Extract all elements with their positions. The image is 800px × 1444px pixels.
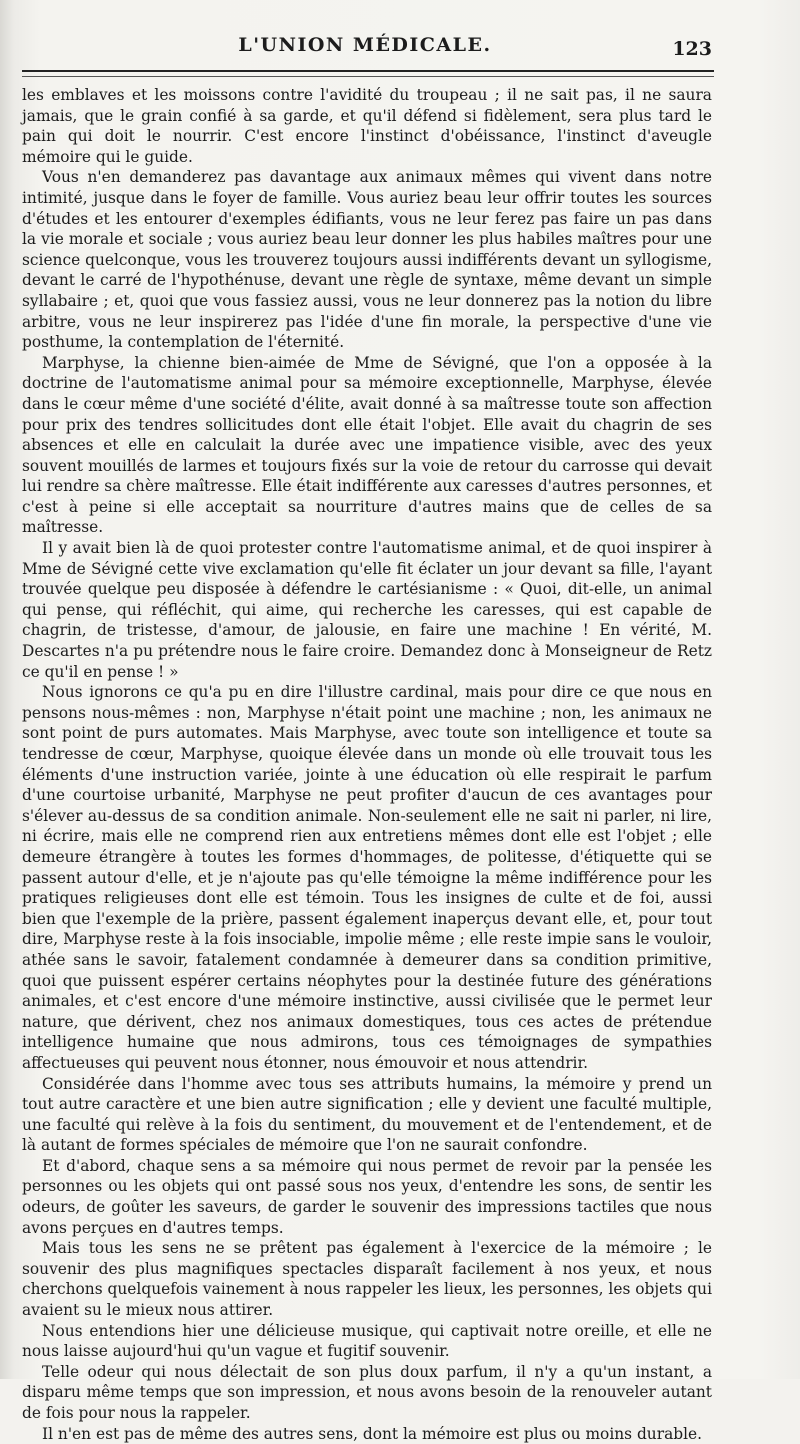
paragraph: Nous ignorons ce qu'a pu en dire l'illustre cardinal, mais pour dire ce que nous en pensons nous-mêmes : non, Marphyse n'était point une machine ; non, les animaux ne sont point de purs automates. Mais Marphyse, avec toute son intelligence et toute sa tendresse de cœur, Marphyse, quoique élevée dans un monde où elle trouvait tous les éléments d'une instruction variée, jointe à une éducation où elle respirait le parfum d'une courtoise urbanité, Marphyse ne peut profiter d'aucun de ces avantages pour s'élever au-dessus de sa condition animale. Non-seulement elle ne sait ni parler, ni lire, ni écrire, mais elle ne comprend rien aux entretiens mêmes dont elle est l'objet ; elle demeure étrangère à toutes les formes d'hommages, de politesse, d'étiquette qui se passent autour d'elle, et je n'ajoute pas qu'elle témoigne la même indifférence pour les pratiques religieuses dont elle est témoin. Tous les insignes de culte et de foi, aussi bien que l'exemple de la prière, passent également inaperçus devant elle, et, pour tout dire, Marphyse reste à la fois insociable, impolie même ; elle reste impie sans le vouloir, athée sans le savoir, fatalement condamnée à demeurer dans sa condition primitive, quoi que puissent espérer certains néophytes pour la destinée future des générations animales, et c'est encore d'une mémoire instinctive, aussi civilisée que le permet leur nature, que dérivent, chez nos animaux domestiques, tous ces actes de prétendue intelligence humaine que nous admirons, tous ces témoignages de sympathies affectueuses qui peuvent nous étonner, nous émouvoir et nous attendrir. <box>22 683 712 1072</box>
paragraph: les emblaves et les moissons contre l'avidité du troupeau ; il ne sait pas, il ne saura jamais, que le grain confié à sa garde, et qu'il défend si fidèlement, sera plus tard le pain qui doit le nourrir. C'est encore l'instinct d'obéissance, l'instinct d'aveugle mémoire qui le guide. <box>22 86 712 166</box>
paragraph: Il y avait bien là de quoi protester contre l'automatisme animal, et de quoi inspirer à Mme de Sévigné cette vive exclamation qu'elle fit éclater un jour devant sa fille, l'ayant trouvée quelque peu disposée à défendre le cartésianisme : « Quoi, dit-elle, un animal qui pense, qui réfléchit, qui aime, qui recherche les caresses, qui est capable de chagrin, de tristesse, d'amour, de jalousie, en faire une machine ! En vérité, M. Descartes n'a pu prétendre nous le faire croire. Demandez donc à Monseigneur de Retz ce qu'il en pense ! » <box>22 539 712 681</box>
paragraph: Telle odeur qui nous délectait de son plus doux parfum, il n'y a qu'un instant, a disparu même temps que son impression, et nous avons besoin de la renouveler autant de fois pour nous la rappeler. <box>22 1362 712 1422</box>
header-rule <box>22 70 714 72</box>
article-body <box>22 85 712 1444</box>
paragraph: Considérée dans l'homme avec tous ses attributs humains, la mémoire y prend un tout autre caractère et une bien autre signification ; elle y devient une faculté multiple, une faculté qui relève à la fois du sentiment, du mouvement et de l'entendement, et de là autant de formes spéciales de mémoire que l'on ne saurait confondre. <box>22 1074 712 1155</box>
header-rule-thin <box>22 76 714 77</box>
page-header <box>0 34 800 70</box>
paragraph: Vous n'en demanderez pas davantage aux animaux mêmes qui vivent dans notre intimité, jusque dans le foyer de famille. Vous auriez beau leur offrir toutes les sources d'études et les entourer d'exemples édifiants, vous ne leur ferez pas faire un pas dans la vie morale et sociale ; vous auriez beau leur donner les plus habiles maîtres pour une science quelconque, vous les trouverez toujours aussi indifférents devant un syllogisme, devant le carré de l'hypothénuse, devant une règle de syntaxe, même devant un simple syllabaire ; et, quoi que vous fassiez aussi, vous ne leur donnerez pas la notion du libre arbitre, vous ne leur inspirerez pas l'idée d'une fin morale, la perspective d'une vie posthume, la contemplation de l'éternité. <box>22 168 712 352</box>
paragraph: Marphyse, la chienne bien-aimée de Mme de Sévigné, que l'on a opposée à la doctrine de l'automatisme animal pour sa mémoire exceptionnelle, Marphyse, élevée dans le cœur même d'une société d'élite, avait donné à sa maîtresse toute son affection pour prix des tendres sollicitudes dont elle était l'objet. Elle avait du chagrin de ses absences et elle en calculait la durée avec une impatience visible, avec des yeux souvent mouillés de larmes et toujours fixés sur la voie de retour du carrosse qui devait lui rendre sa chère maîtresse. Elle était indifférente aux caresses d'autres personnes, et c'est à peine si elle acceptait sa nourriture d'autres mains que de celles de sa maîtresse. <box>22 353 712 537</box>
paragraph: Nous entendions hier une délicieuse musique, qui captivait notre oreille, et elle ne nous laisse aujourd'hui qu'un vague et fugitif souvenir. <box>22 1321 712 1361</box>
running-title: L'UNION MÉDICALE. <box>238 34 492 56</box>
paragraph: Il n'en est pas de même des autres sens, dont la mémoire est plus ou moins durable. <box>42 1424 703 1443</box>
page-number: 123 <box>672 38 712 60</box>
paragraph: Mais tous les sens ne se prêtent pas également à l'exercice de la mémoire ; le souvenir des plus magnifiques spectacles disparaît facilement à nos yeux, et nous cherchons quelquefois vainement à nous rappeler les lieux, les personnes, les objets qui avaient su le mieux nous attirer. <box>22 1239 712 1320</box>
paragraph: Et d'abord, chaque sens a sa mémoire qui nous permet de revoir par la pensée les personnes ou les objets qui ont passé sous nos yeux, d'entendre les sons, de sentir les odeurs, de goûter les saveurs, de garder le souvenir des impressions tactiles que nous avons perçues en d'autres temps. <box>22 1156 712 1237</box>
